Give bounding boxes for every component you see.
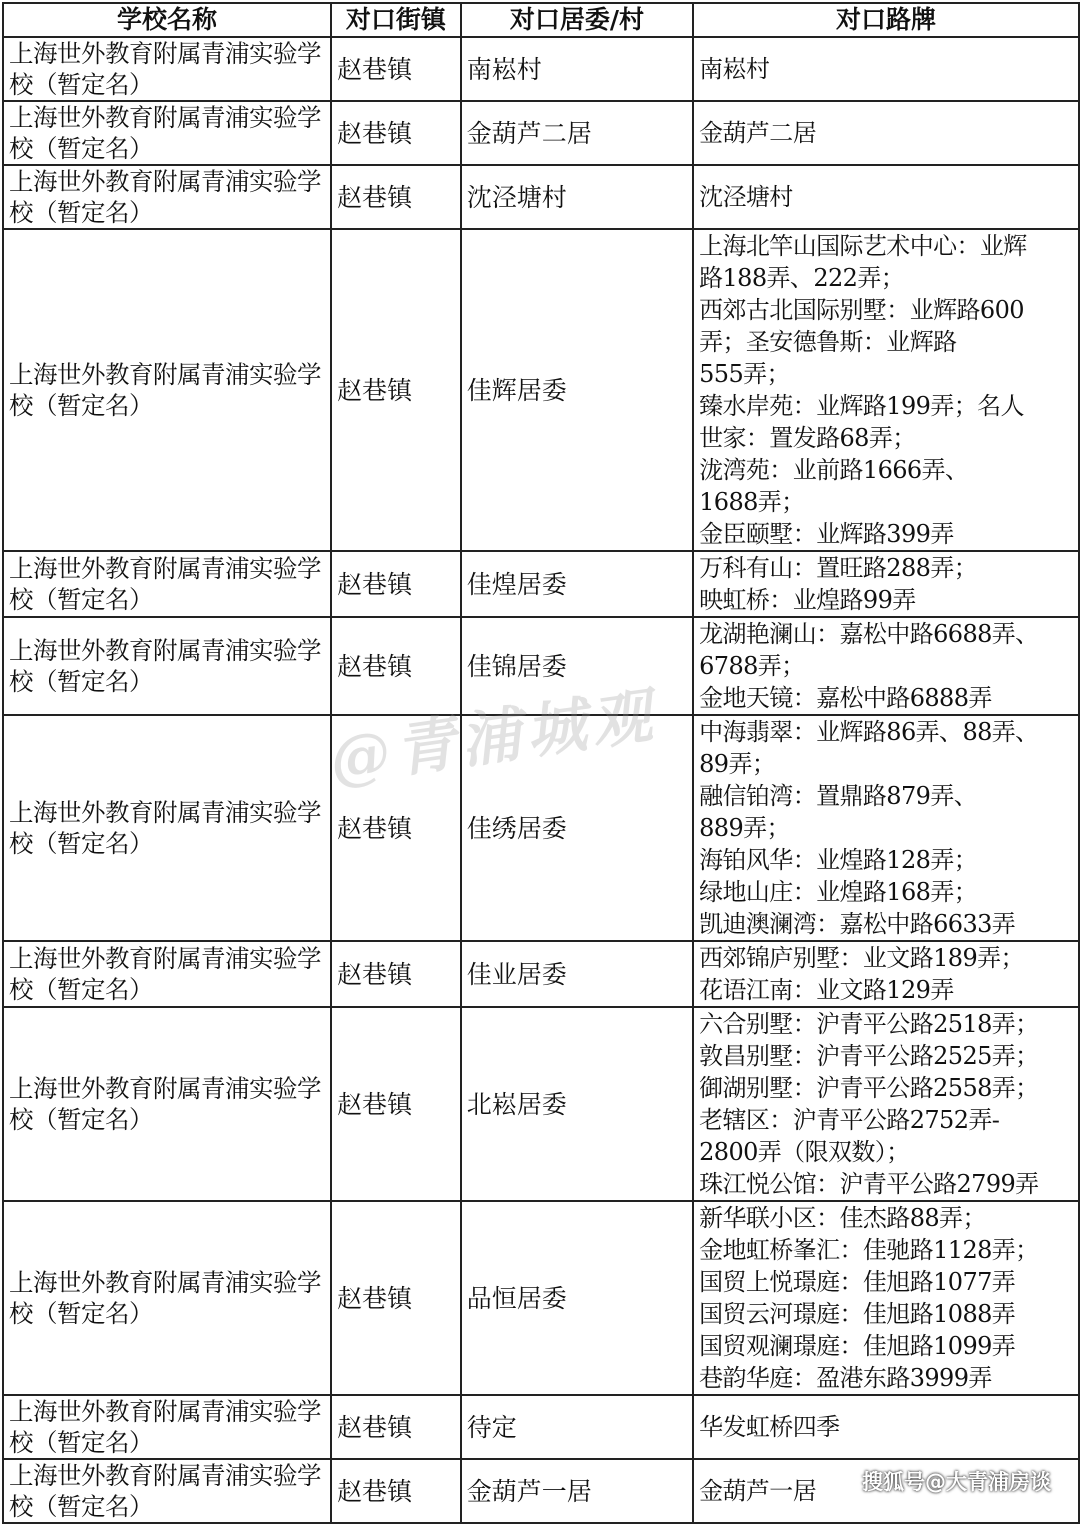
sign-line: 龙湖艳澜山：嘉松中路6688弄、 xyxy=(699,620,1039,648)
cell-village: 佳煌居委 xyxy=(461,551,693,617)
cell-town: 赵巷镇 xyxy=(331,1459,461,1523)
sign-line: 国贸观澜璟庭：佳旭路1099弄 xyxy=(699,1332,1016,1360)
header-school: 学校名称 xyxy=(3,3,331,37)
sign-line: 金地天镜：嘉松中路6888弄 xyxy=(699,684,992,712)
cell-school: 上海世外教育附属青浦实验学校（暂定名） xyxy=(3,229,331,551)
cell-village: 待定 xyxy=(461,1395,693,1459)
cell-town: 赵巷镇 xyxy=(331,1395,461,1459)
cell-village: 品恒居委 xyxy=(461,1201,693,1395)
sign-line: 路188弄、222弄； xyxy=(699,264,905,292)
cell-signs xyxy=(693,1459,1079,1523)
sign-line: 新华联小区：佳杰路88弄； xyxy=(699,1204,986,1232)
cell-signs xyxy=(693,941,1079,1007)
table-row xyxy=(3,1395,1079,1459)
sign-line: 泷湾苑：业前路1666弄、 xyxy=(699,456,969,484)
table-row xyxy=(3,37,1079,101)
sign-line: 珠江悦公馆：沪青平公路2799弄 xyxy=(699,1170,1039,1198)
sign-line: 绿地山庄：业煌路168弄； xyxy=(699,878,978,906)
sign-line: 西郊古北国际别墅：业辉路600 xyxy=(699,296,1024,324)
cell-village: 佳辉居委 xyxy=(461,229,693,551)
sign-line: 6788弄； xyxy=(699,652,805,680)
cell-signs xyxy=(693,1007,1079,1201)
table-row xyxy=(3,617,1079,715)
cell-village: 佳业居委 xyxy=(461,941,693,1007)
table-body xyxy=(3,37,1079,1523)
header-village: 对口居委/村 xyxy=(461,3,693,37)
cell-school: 上海世外教育附属青浦实验学校（暂定名） xyxy=(3,165,331,229)
cell-village: 佳绣居委 xyxy=(461,715,693,941)
sign-line: 金臣颐墅：业辉路399弄 xyxy=(699,520,954,548)
cell-school: 上海世外教育附属青浦实验学校（暂定名） xyxy=(3,1459,331,1523)
cell-signs xyxy=(693,617,1079,715)
sign-line: 世家：置发路68弄； xyxy=(699,424,916,452)
sign-line: 沈泾塘村 xyxy=(699,183,793,211)
sign-line: 555弄； xyxy=(699,360,790,388)
sign-line: 华发虹桥四季 xyxy=(699,1413,840,1441)
table-row xyxy=(3,101,1079,165)
cell-town: 赵巷镇 xyxy=(331,37,461,101)
sign-line: 巷韵华庭：盈港东路3999弄 xyxy=(699,1364,992,1392)
table-row xyxy=(3,941,1079,1007)
sign-line: 国贸云河璟庭：佳旭路1088弄 xyxy=(699,1300,1016,1328)
sign-line: 2800弄（限双数）； xyxy=(699,1138,910,1166)
cell-village: 佳锦居委 xyxy=(461,617,693,715)
sign-line: 融信铂湾：置鼎路879弄、 xyxy=(699,782,978,810)
cell-school: 上海世外教育附属青浦实验学校（暂定名） xyxy=(3,1007,331,1201)
sign-line: 敦昌别墅：沪青平公路2525弄； xyxy=(699,1042,1039,1070)
sign-line: 花语江南：业文路129弄 xyxy=(699,976,954,1004)
cell-village: 金葫芦一居 xyxy=(461,1459,693,1523)
cell-town: 赵巷镇 xyxy=(331,1007,461,1201)
sign-line: 金地虹桥峯汇：佳驰路1128弄； xyxy=(699,1236,1039,1264)
sign-line: 映虹桥：业煌路99弄 xyxy=(699,586,916,614)
sign-line: 国贸上悦璟庭：佳旭路1077弄 xyxy=(699,1268,1016,1296)
header-signs: 对口路牌 xyxy=(693,3,1079,37)
cell-town: 赵巷镇 xyxy=(331,165,461,229)
sign-line: 凯迪澳澜湾：嘉松中路6633弄 xyxy=(699,910,1016,938)
cell-signs xyxy=(693,1201,1079,1395)
cell-village: 南崧村 xyxy=(461,37,693,101)
cell-town: 赵巷镇 xyxy=(331,229,461,551)
cell-town: 赵巷镇 xyxy=(331,941,461,1007)
cell-signs xyxy=(693,37,1079,101)
sign-line: 1688弄； xyxy=(699,488,805,516)
table-row xyxy=(3,715,1079,941)
sign-line: 中海翡翠：业辉路86弄、88弄、 xyxy=(699,718,1039,746)
header-town: 对口街镇 xyxy=(331,3,461,37)
sign-line: 弄；圣安德鲁斯：业辉路 xyxy=(699,328,957,356)
sign-line: 海铂风华：业煌路128弄； xyxy=(699,846,978,874)
sign-line: 臻水岸苑：业辉路199弄；名人 xyxy=(699,392,1024,420)
table-row xyxy=(3,229,1079,551)
cell-school: 上海世外教育附属青浦实验学校（暂定名） xyxy=(3,1395,331,1459)
cell-school: 上海世外教育附属青浦实验学校（暂定名） xyxy=(3,1201,331,1395)
sign-line: 889弄； xyxy=(699,814,790,842)
table-row xyxy=(3,165,1079,229)
cell-town: 赵巷镇 xyxy=(331,1201,461,1395)
cell-school: 上海世外教育附属青浦实验学校（暂定名） xyxy=(3,551,331,617)
credit-text: 搜狐号@大青浦房谈 xyxy=(862,1470,1051,1494)
cell-town: 赵巷镇 xyxy=(331,101,461,165)
cell-school: 上海世外教育附属青浦实验学校（暂定名） xyxy=(3,715,331,941)
table-row xyxy=(3,1459,1079,1523)
sign-line: 金葫芦二居 xyxy=(699,119,817,147)
cell-village: 金葫芦二居 xyxy=(461,101,693,165)
cell-town: 赵巷镇 xyxy=(331,551,461,617)
cell-signs xyxy=(693,551,1079,617)
cell-village: 沈泾塘村 xyxy=(461,165,693,229)
school-district-table xyxy=(2,2,1080,1524)
cell-signs xyxy=(693,715,1079,941)
sign-line: 御湖别墅：沪青平公路2558弄； xyxy=(699,1074,1039,1102)
watermark-text: @青浦城观 xyxy=(325,680,662,796)
sign-line: 金葫芦一居 xyxy=(699,1477,817,1505)
sign-line: 上海北竿山国际艺术中心：业辉 xyxy=(699,232,1027,260)
cell-signs xyxy=(693,101,1079,165)
table-row xyxy=(3,551,1079,617)
header-row xyxy=(3,3,1079,37)
cell-school: 上海世外教育附属青浦实验学校（暂定名） xyxy=(3,37,331,101)
cell-school: 上海世外教育附属青浦实验学校（暂定名） xyxy=(3,101,331,165)
sign-line: 老辖区：沪青平公路2752弄- xyxy=(699,1106,1000,1134)
table-row xyxy=(3,1201,1079,1395)
cell-village: 北崧居委 xyxy=(461,1007,693,1201)
cell-signs xyxy=(693,165,1079,229)
sign-line: 89弄； xyxy=(699,750,776,778)
sign-line: 万科有山：置旺路288弄； xyxy=(699,554,978,582)
cell-signs xyxy=(693,229,1079,551)
sign-line: 南崧村 xyxy=(699,55,770,83)
cell-town: 赵巷镇 xyxy=(331,617,461,715)
cell-town: 赵巷镇 xyxy=(331,715,461,941)
sign-line: 西郊锦庐别墅：业文路189弄； xyxy=(699,944,1024,972)
cell-school: 上海世外教育附属青浦实验学校（暂定名） xyxy=(3,941,331,1007)
cell-signs xyxy=(693,1395,1079,1459)
table-row xyxy=(3,1007,1079,1201)
cell-school: 上海世外教育附属青浦实验学校（暂定名） xyxy=(3,617,331,715)
sign-line: 六合别墅：沪青平公路2518弄； xyxy=(699,1010,1039,1038)
